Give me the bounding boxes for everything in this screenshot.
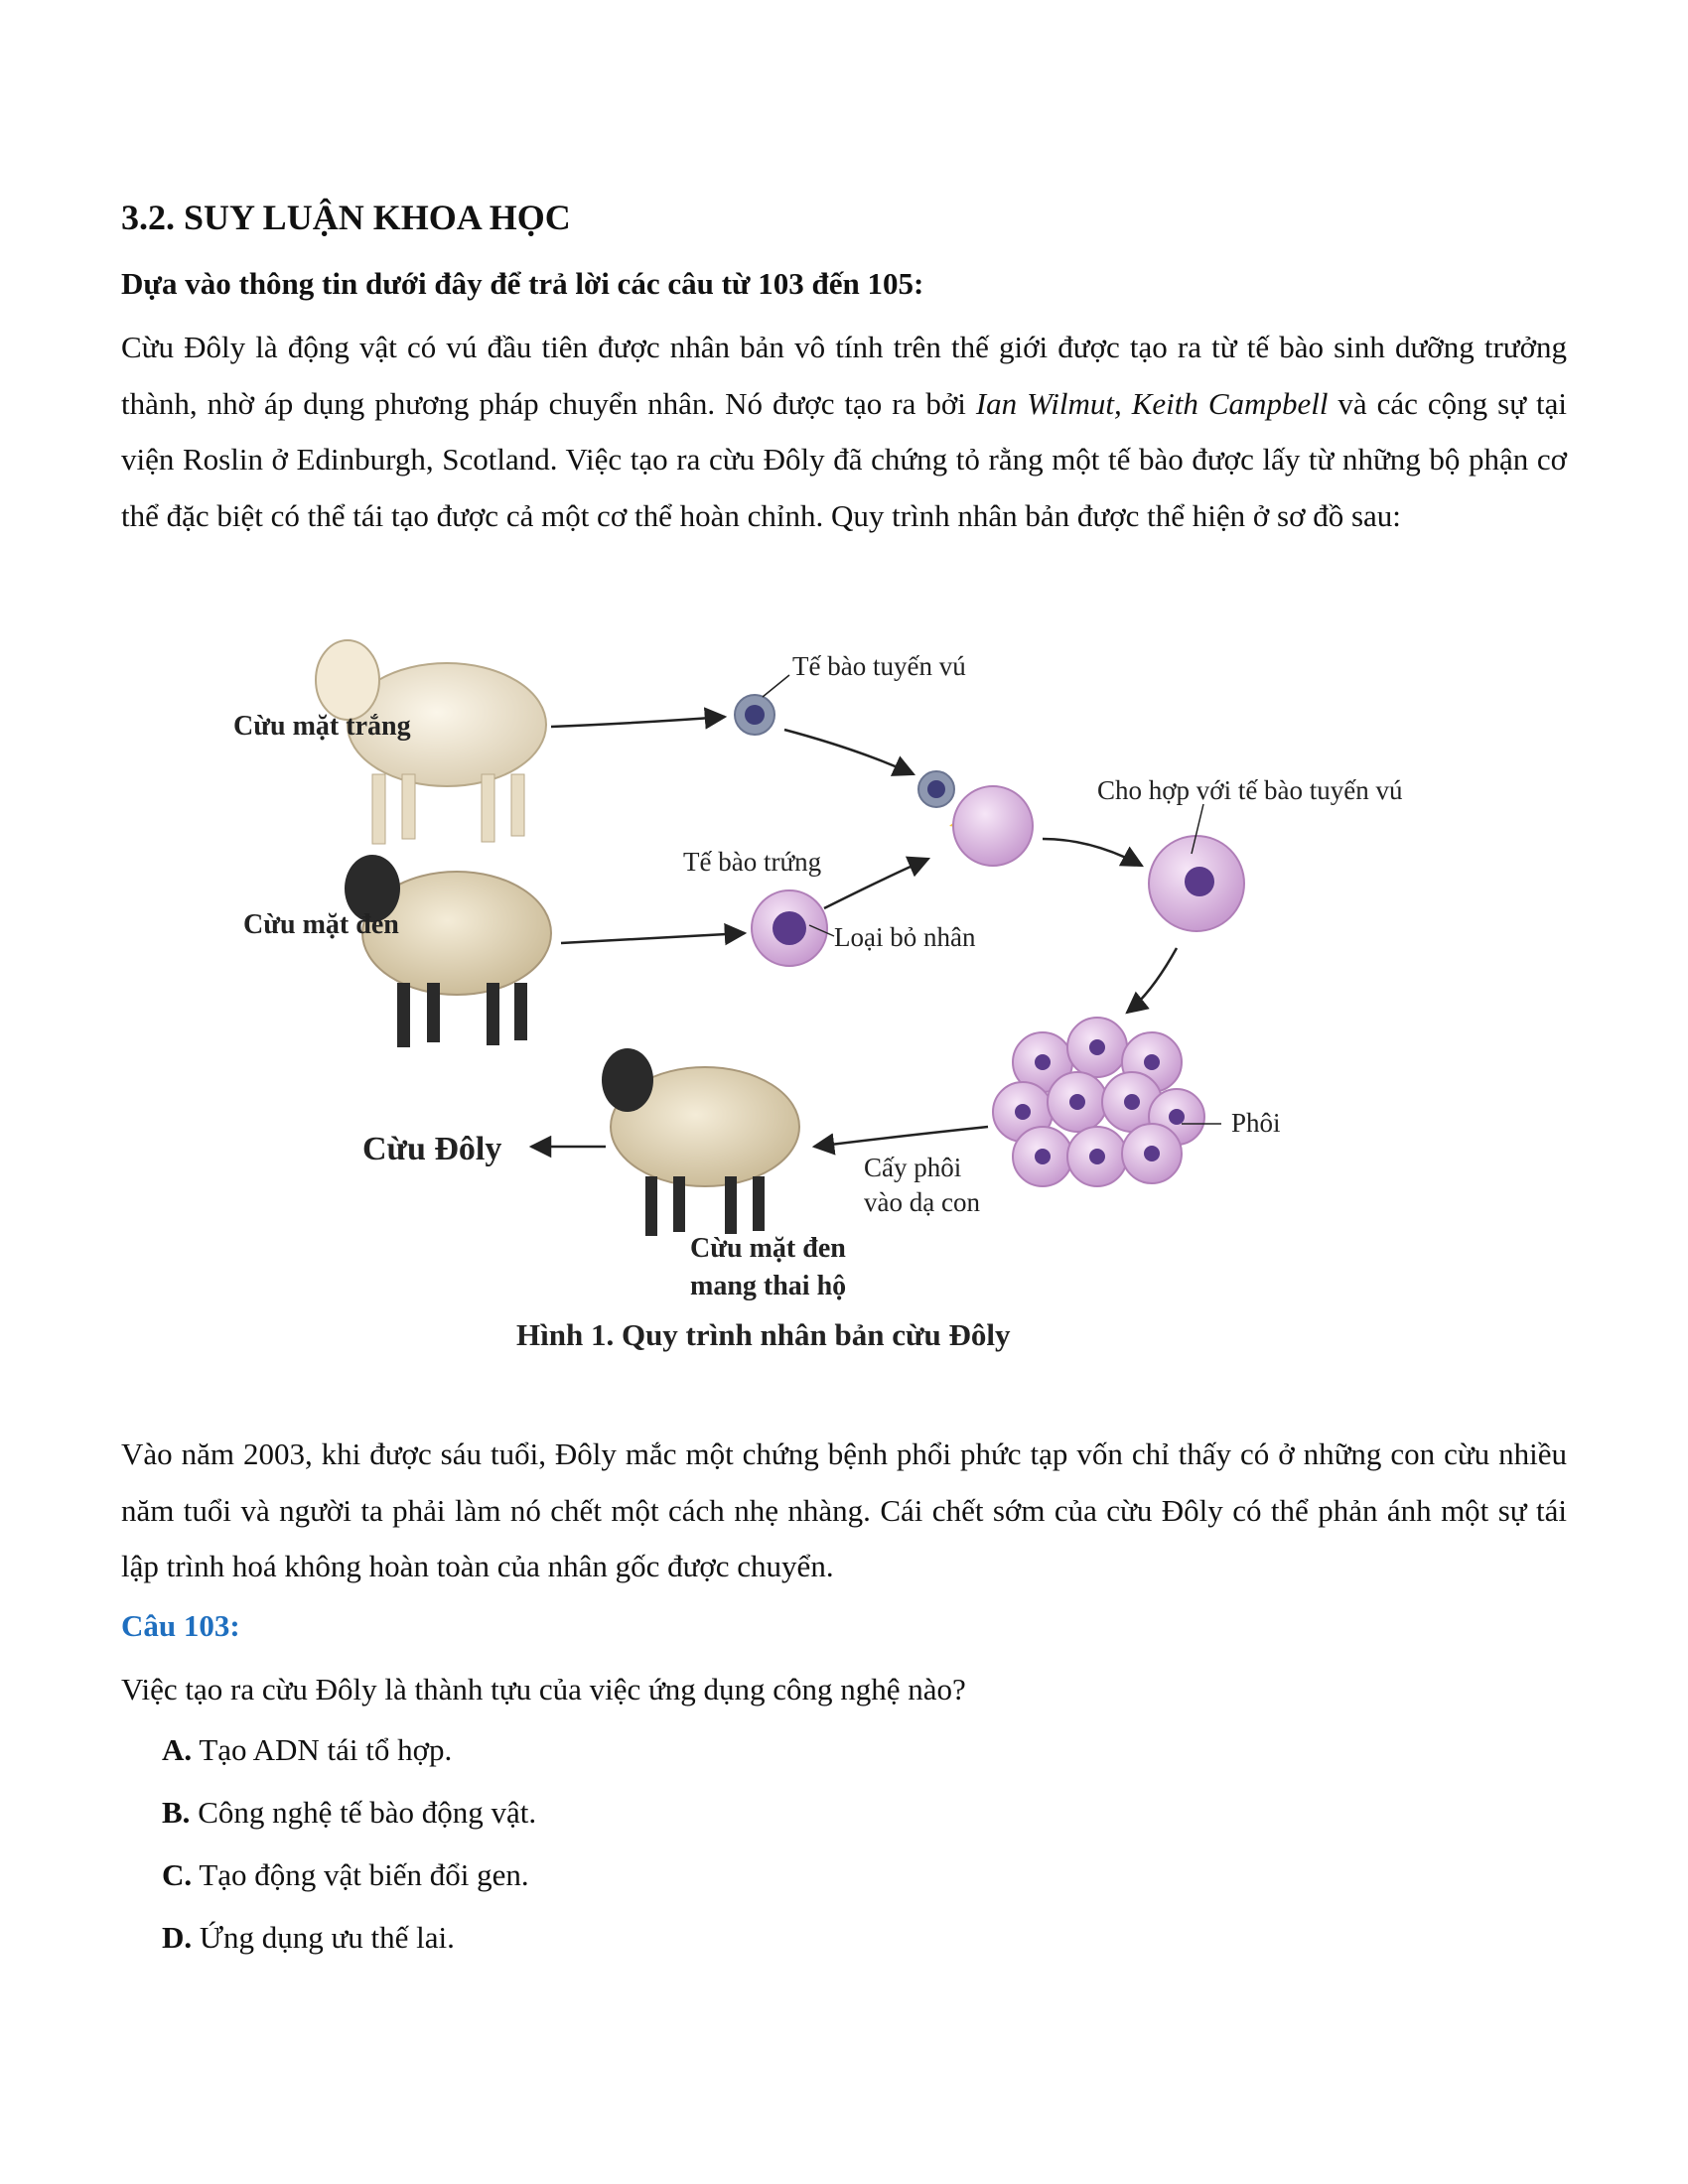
label-implant-2: vào dạ con <box>864 1187 980 1217</box>
arrow-fused-to-embryo <box>1127 948 1177 1013</box>
label-surrogate-2: mang thai hộ <box>690 1271 847 1301</box>
section-heading: 3.2. SUY LUẬN KHOA HỌC <box>121 198 571 237</box>
passage-paragraph-1 <box>121 320 1567 544</box>
embryo-icon <box>993 1018 1204 1186</box>
option-b[interactable] <box>162 1795 536 1857</box>
label-dolly: Cừu Đôly <box>362 1131 502 1167</box>
option-letter: A. <box>162 1732 193 1767</box>
figure-caption: Hình 1. Quy trình nhân bản cừu Đôly <box>516 1317 1011 1352</box>
label-black-sheep: Cừu mặt đen <box>243 909 399 940</box>
arrow-sheep-to-mammary <box>551 717 725 727</box>
mammary-cell-icon <box>735 695 774 735</box>
question-text: Việc tạo ra cừu Đôly là thành tựu của việc ứng dụng công nghệ nào? <box>121 1672 966 1706</box>
arrow-fusion-to-fused <box>1043 839 1142 866</box>
fused-cell-icon <box>1149 836 1244 931</box>
label-embryo: Phôi <box>1231 1108 1281 1138</box>
option-letter: C. <box>162 1857 193 1892</box>
option-c[interactable] <box>162 1857 536 1920</box>
passage-text: và các cộng sự tại viện Roslin ở Edinburgh, Scotland. Việc tạo ra cừu Đôly đã chứng tỏ rằng một tế bào được lấy từ những bộ phận cơ thể đặc biệt có thể tái tạo được cả một cơ thể hoàn chỉnh. Quy trình nhân bản được thể hiện ở sơ đồ sau: <box>121 385 1568 533</box>
label-fuse: Cho hợp với tế bào tuyến vú <box>1097 775 1403 805</box>
intro-instruction: Dựa vào thông tin dưới đây để trả lời các câu từ 103 đến 105: <box>121 266 924 301</box>
passage-text: Cừu Đôly là động vật có vú đầu tiên được nhân bản vô tính trên thế giới được tạo ra từ tế bào sinh dưỡng trưởng thành, nhờ áp dụng phương pháp chuyển nhân. Nó được tạo ra bởi <box>121 330 1567 421</box>
option-d[interactable] <box>162 1920 536 1982</box>
label-implant-1: Cấy phôi <box>864 1153 962 1182</box>
enucleated-egg-icon <box>953 786 1033 866</box>
arrow-mammary-to-fusion <box>784 730 914 774</box>
question-title: Câu 103: <box>121 1608 240 1643</box>
option-a[interactable] <box>162 1732 536 1795</box>
arrow-embryo-to-surrogate <box>814 1127 988 1147</box>
label-mammary-cell: Tế bào tuyến vú <box>792 651 966 681</box>
dolly-cloning-figure <box>199 635 1509 1380</box>
answer-options <box>162 1732 536 1982</box>
surrogate-sheep-icon <box>602 1048 799 1236</box>
arrow-egg-to-fusion <box>824 859 928 908</box>
authors-italic: Ian Wilmut, Keith Campbell <box>975 385 1329 421</box>
arrow-blacksheep-to-egg <box>561 933 745 943</box>
option-text: Tạo động vật biến đổi gen. <box>192 1857 529 1892</box>
option-text: Công nghệ tế bào động vật. <box>190 1795 537 1830</box>
option-text: Tạo ADN tái tổ hợp. <box>192 1732 453 1767</box>
label-surrogate-1: Cừu mặt đen <box>690 1233 846 1264</box>
white-faced-sheep-icon <box>316 640 546 844</box>
label-white-sheep: Cừu mặt trắng <box>233 711 411 742</box>
option-letter: D. <box>162 1920 193 1955</box>
label-remove-nucleus: Loại bỏ nhân <box>834 922 976 952</box>
option-letter: B. <box>162 1795 191 1830</box>
passage-paragraph-2: Vào năm 2003, khi được sáu tuổi, Đôly mắc một chứng bệnh phổi phức tạp vốn chỉ thấy có ở những con cừu nhiều năm tuổi và người ta phải làm nó chết một cách nhẹ nhàng. Cái chết sớm của cừu Đôly có thể phản ánh một sự tái lập trình hoá không hoàn toàn của nhân gốc được chuyển. <box>121 1436 1567 1583</box>
option-text: Ứng dụng ưu thế lai. <box>192 1920 455 1955</box>
black-faced-sheep-icon <box>345 855 551 1047</box>
fusing-small-cell-icon <box>918 771 954 807</box>
label-egg-cell: Tế bào trứng <box>683 847 822 877</box>
